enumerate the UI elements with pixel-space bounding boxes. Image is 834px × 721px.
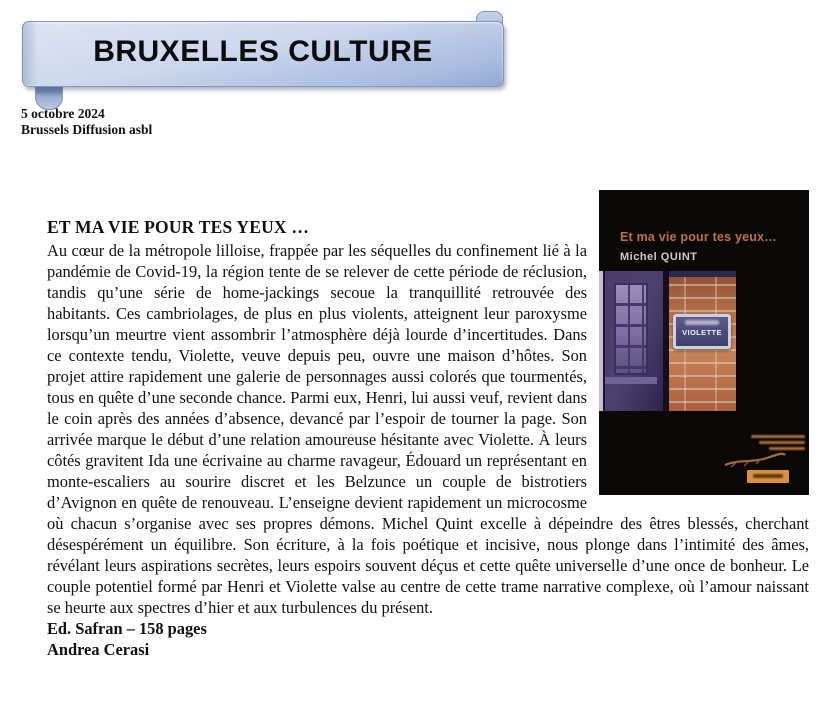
book-cover-author: Michel QUINT	[620, 251, 698, 263]
article-byline: Andrea Cerasi	[47, 640, 150, 659]
purple-facade	[599, 271, 663, 411]
street-sign-small-line	[685, 320, 719, 325]
masthead-banner	[22, 11, 504, 103]
article	[47, 190, 809, 660]
publisher-badge	[747, 470, 789, 483]
book-cover-title: Et ma vie pour tes yeux…	[620, 230, 777, 244]
street-sign-text: VIOLETTE	[682, 328, 722, 337]
facade-edge-line	[603, 271, 605, 411]
edition-line: Ed. Safran – 158 pages	[47, 619, 207, 638]
colophon-text-line	[751, 435, 805, 439]
brick-wall	[669, 271, 736, 411]
issue-date: 5 octobre 2024	[21, 106, 105, 121]
newsletter-title: BRUXELLES CULTURE	[93, 35, 433, 68]
book-cover	[599, 190, 809, 495]
brick-top-band	[669, 271, 736, 277]
banner-scroll-left-edge	[22, 21, 38, 85]
colophon-text-line	[759, 441, 805, 445]
street-sign	[673, 314, 731, 349]
banner-scroll-body	[22, 21, 504, 87]
publisher-colophon	[725, 432, 805, 492]
article-body: Au cœur de la métropole lilloise, frappée par les séquelles du confinement lié à la pandémie de Covid-19, la région tente de se relever de cette période de réclusion, tandis qu’une série de home-jackings secoue la tranquillité retrouvée des habitants. Ces cambriolages, de plus en plus violents, atteignent leur paroxysme lorsqu’un meurtre vient assombrir l’atmosphère déjà lourde d’incertitudes. Dans ce contexte tendu, Violette, veuve depuis peu, ouvre une maison d’hôtes. Son projet attire rapidement une galerie de personnages aussi colorés que tourmentés, tous en quête d’une seconde chance. Parmi eux, Henri, lui aussi veuf, revient dans le coin après des années d’absence, devancé par l’espoir de tourner la page. Son arrivée marque le début d’une relation amoureuse hésitante avec Violette. À leurs côtés gravitent Ida une écrivaine au charme ravageur, Édouard un représentant en monte-escaliers au sourire discret et les Belzunce un couple de bistrotiers d’Avignon en quête de renouveau. L’enseigne devient rapidement un microcosme où chacun s’organise avec ses propres démons. Michel Quint excelle à dépeindre des êtres blessés, cherchant désespérément un équilibre. Son écriture, à la fois poétique et incisive, nous plonge dans l’intimité des âmes, révélant leurs aspirations secrètes, leurs espoirs souvent déçus et cette quête universelle d’une once de bonheur. Le couple potentiel formé par Henri et Violette valse au centre de cette trame narrative complexe, où l’amour naissant se heurte aux spectres d’hier et aux turbulences du présent.	[47, 241, 809, 617]
facade-window-sill	[605, 377, 657, 384]
publisher-name: Brussels Diffusion asbl	[21, 122, 153, 137]
issue-meta	[21, 106, 152, 138]
article-title: ET MA VIE POUR TES YEUX …	[47, 217, 310, 237]
branch-logo-icon	[723, 449, 787, 469]
facade-window	[614, 283, 648, 375]
cover-photo	[599, 271, 736, 411]
